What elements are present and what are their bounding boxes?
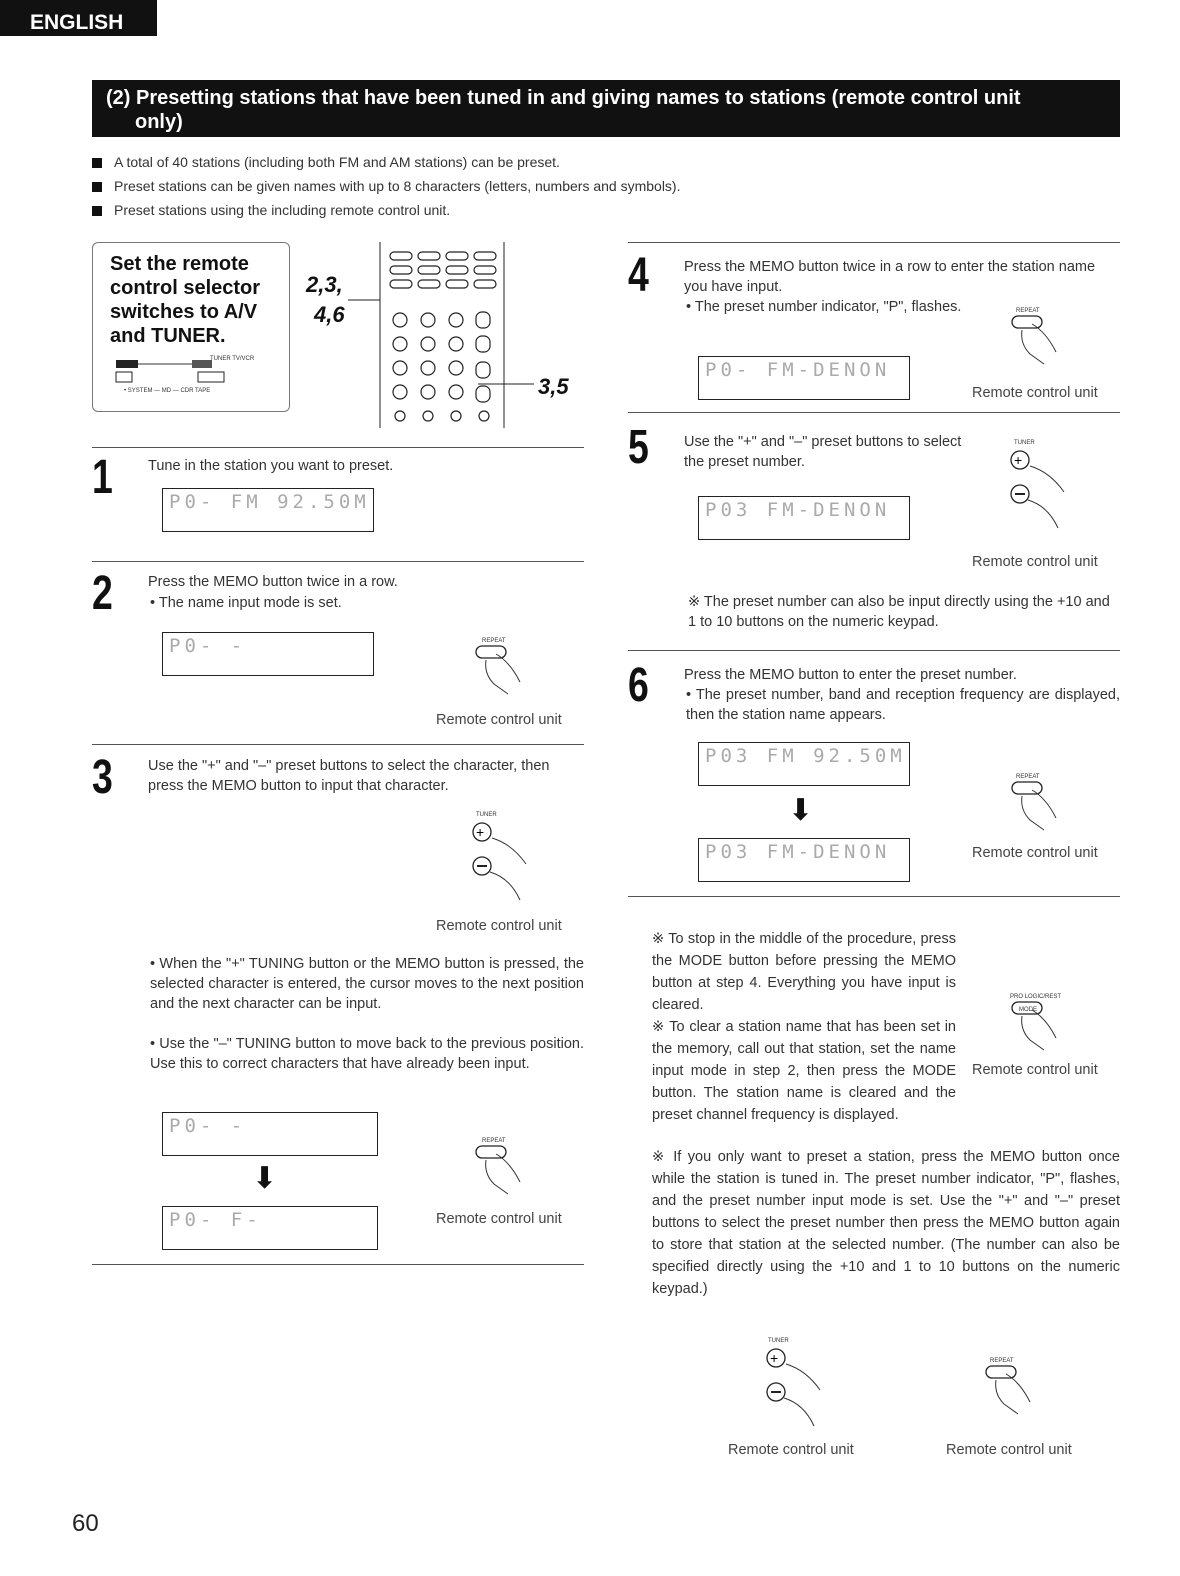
remote-caption: Remote control unit <box>972 554 1098 570</box>
step-number: 4 <box>628 249 649 302</box>
section-title-line1: (2) Presetting stations that have been tuned in and giving names to stations (remote control unit <box>106 87 1021 109</box>
lcd-display: P0- - <box>162 632 374 676</box>
section-title <box>92 80 1120 137</box>
page-number: 60 <box>72 1510 99 1537</box>
step1-text: Tune in the station you want to preset. <box>148 458 394 474</box>
step-number: 2 <box>92 567 113 620</box>
memo-button-hand-icon <box>980 1354 1046 1416</box>
svg-text:TUNER: TUNER <box>476 812 497 818</box>
step-number: 3 <box>92 751 113 804</box>
memo-button-hand-icon <box>470 634 536 696</box>
bullet-item: Preset stations can be given names with up to 8 characters (letters, numbers and symbols). <box>92 178 681 194</box>
step3-text: Use the "+" and "–" preset buttons to select the character, then press the MEMO button to input that character. <box>148 758 550 794</box>
bullet-item: A total of 40 stations (including both FM and AM stations) can be preset. <box>92 154 560 170</box>
language-tab: ENGLISH <box>0 0 157 36</box>
memo-button-hand-icon <box>1006 770 1072 832</box>
svg-text:+: + <box>476 824 485 840</box>
svg-text:MODE: MODE <box>1019 1007 1037 1013</box>
remote-caption: Remote control unit <box>972 385 1098 401</box>
svg-text:REPEAT: REPEAT <box>990 1358 1014 1364</box>
step-number: 1 <box>92 451 113 504</box>
remote-caption: Remote control unit <box>436 712 562 728</box>
step6-text: Press the MEMO button to enter the preset number. <box>684 667 1017 683</box>
svg-text:REPEAT: REPEAT <box>1016 774 1040 780</box>
note-preset-only: ※ If you only want to preset a station, press the MEMO button once while the station is tuned in. The preset number indicator, "P", flashes, and the preset number input mode is set. Use the "+" and "–" preset buttons to select the preset number then press the MEMO button again to store that station at the selected number. (The number can also be specified directly using the +10 and 1 to 10 buttons on the numeric keypad.) <box>652 1149 1120 1297</box>
mode-button-hand-icon <box>1006 990 1072 1052</box>
lcd-display: P0- - <box>162 1112 378 1156</box>
remote-caption: Remote control unit <box>728 1442 854 1458</box>
remote-caption: Remote control unit <box>972 1062 1098 1078</box>
memo-button-hand-icon <box>1006 304 1072 366</box>
remote-caption: Remote control unit <box>972 845 1098 861</box>
lcd-display: P0- F- <box>162 1206 378 1250</box>
svg-text:REPEAT: REPEAT <box>1016 308 1040 314</box>
step-ref-c: 3,5 <box>538 374 569 399</box>
remote-caption: Remote control unit <box>436 1211 562 1227</box>
tuning-plus-minus-hand-icon <box>760 1334 840 1434</box>
lcd-display: P0- FM-DENON <box>698 356 910 400</box>
svg-text:TUNER: TUNER <box>1014 440 1035 446</box>
lcd-display: P03 FM-DENON <box>698 838 910 882</box>
step-number: 5 <box>628 421 649 474</box>
note-stop: ※ To stop in the middle of the procedure, press the MODE button before pressing the MEMO button at step 4. Everything you have input is cleared. <box>652 931 956 1013</box>
svg-text:REPEAT: REPEAT <box>482 638 506 644</box>
memo-button-hand-icon <box>470 1134 536 1196</box>
lcd-display: P0- FM 92.50M <box>162 488 374 532</box>
step3-note2: • Use the "–" TUNING button to move back to the previous position. Use this to correct characters that have already been input. <box>150 1036 584 1072</box>
remote-keypad-icon <box>348 242 538 432</box>
remote-caption: Remote control unit <box>436 918 562 934</box>
section-title-line2: only) <box>135 111 183 133</box>
tuning-plus-minus-hand-icon <box>1004 436 1084 536</box>
lcd-display: P03 FM 92.50M <box>698 742 910 786</box>
svg-text:+: + <box>1014 452 1023 468</box>
svg-text:PRO LOGIC/REST: PRO LOGIC/REST <box>1010 994 1062 1000</box>
svg-text:REPEAT: REPEAT <box>482 1138 506 1144</box>
step5-note: ※ The preset number can also be input directly using the +10 and 1 to 10 buttons on the numeric keypad. <box>688 594 1110 630</box>
bullet-item: Preset stations using the including remote control unit. <box>92 202 450 218</box>
step4-text: Press the MEMO button twice in a row to enter the station name you have input. <box>684 259 1096 295</box>
step2-text: Press the MEMO button twice in a row. <box>148 574 398 590</box>
step5-text: Use the "+" and "–" preset buttons to select the preset number. <box>684 434 962 470</box>
step3-note1: • When the "+" TUNING button or the MEMO button is pressed, the selected character is entered, the cursor moves to the next position and the next character can be input. <box>150 956 584 1012</box>
tuning-plus-minus-hand-icon <box>466 808 546 908</box>
step2-subtext: • The name input mode is set. <box>150 595 342 611</box>
selector-switch-icon <box>112 352 282 402</box>
svg-text:+: + <box>770 1350 779 1366</box>
step-ref-a: 2,3, <box>306 272 343 297</box>
remote-caption: Remote control unit <box>946 1442 1072 1458</box>
lcd-display: P03 FM-DENON <box>698 496 910 540</box>
step4-subtext: • The preset number indicator, "P", flashes. <box>686 299 962 315</box>
arrow-down-icon: ⬇ <box>252 1162 278 1195</box>
setup-title: Set the remote control selector switches to A/V and TUNER. <box>110 253 261 347</box>
step-ref-b: 4,6 <box>314 302 345 327</box>
step6-subtext: • The preset number, band and reception frequency are displayed, then the station name appears. <box>686 687 1120 723</box>
svg-text:• SYSTEM — MD — CDR TAPE: • SYSTEM — MD — CDR TAPE <box>124 388 211 394</box>
svg-text:TUNER: TUNER <box>768 1338 789 1344</box>
svg-text:TUNER TV/VCR: TUNER TV/VCR <box>210 356 255 362</box>
note-clear-name: ※ To clear a station name that has been set in the memory, call out that station, set the name input mode in step 2, then press the MODE button. The station name is cleared and the preset channel frequency is displayed. <box>652 1019 956 1123</box>
arrow-down-icon: ⬇ <box>788 794 814 827</box>
step-number: 6 <box>628 659 649 712</box>
